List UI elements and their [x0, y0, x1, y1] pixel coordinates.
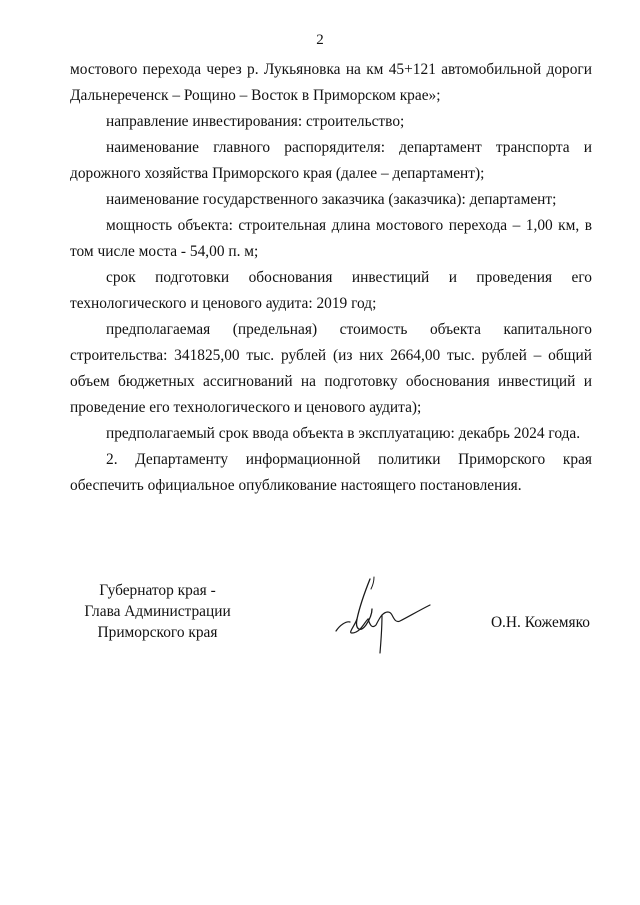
signer-title-line-3: Приморского края [97, 624, 218, 641]
paragraph-audit-deadline: срок подготовки обоснования инвестиций и проведения его технологического и ценового аудита: 2019 год; [70, 269, 592, 312]
paragraph-object-name-continuation: мостового перехода через р. Лукьяновка на км 45+121 автомобильной дороги Дальнереченск – Рощино – Восток в Приморском крае»; [70, 61, 592, 104]
signature-block [0, 575, 640, 665]
document-body [70, 57, 592, 499]
handwritten-signature [330, 575, 435, 657]
page-number: 2 [316, 32, 324, 48]
paragraph-object-capacity: мощность объекта: строительная длина мостового перехода – 1,00 км, в том числе моста - 54,00 п. м; [70, 217, 592, 260]
signer-name: О.Н. Кожемяко [490, 614, 590, 631]
paragraph-state-customer: наименование государственного заказчика (заказчика): департамент; [106, 191, 557, 208]
paragraph-estimated-cost: предполагаемая (предельная) стоимость объекта капитального строительства: 341825,00 тыс. рублей (из них 2664,00 тыс. рублей – общий объем бюджетных ассигнований на подготовку обоснования инвестиций и проведение его технологического и ценового аудита); [70, 321, 592, 416]
paragraph-publication-order: 2. Департаменту информационной политики Приморского края обеспечить официальное опубликование настоящего постановления. [70, 451, 592, 494]
paragraph-main-manager: наименование главного распорядителя: департамент транспорта и дорожного хозяйства Приморского края (далее – департамент); [70, 139, 592, 182]
paragraph-commissioning-date: предполагаемый срок ввода объекта в эксплуатацию: декабрь 2024 года. [106, 425, 581, 442]
paragraph-investment-direction: направление инвестирования: строительство; [106, 113, 405, 130]
signer-title-line-1: Губернатор края - [99, 582, 216, 599]
signer-title-line-2: Глава Администрации [84, 603, 231, 620]
signer-title [70, 580, 245, 643]
